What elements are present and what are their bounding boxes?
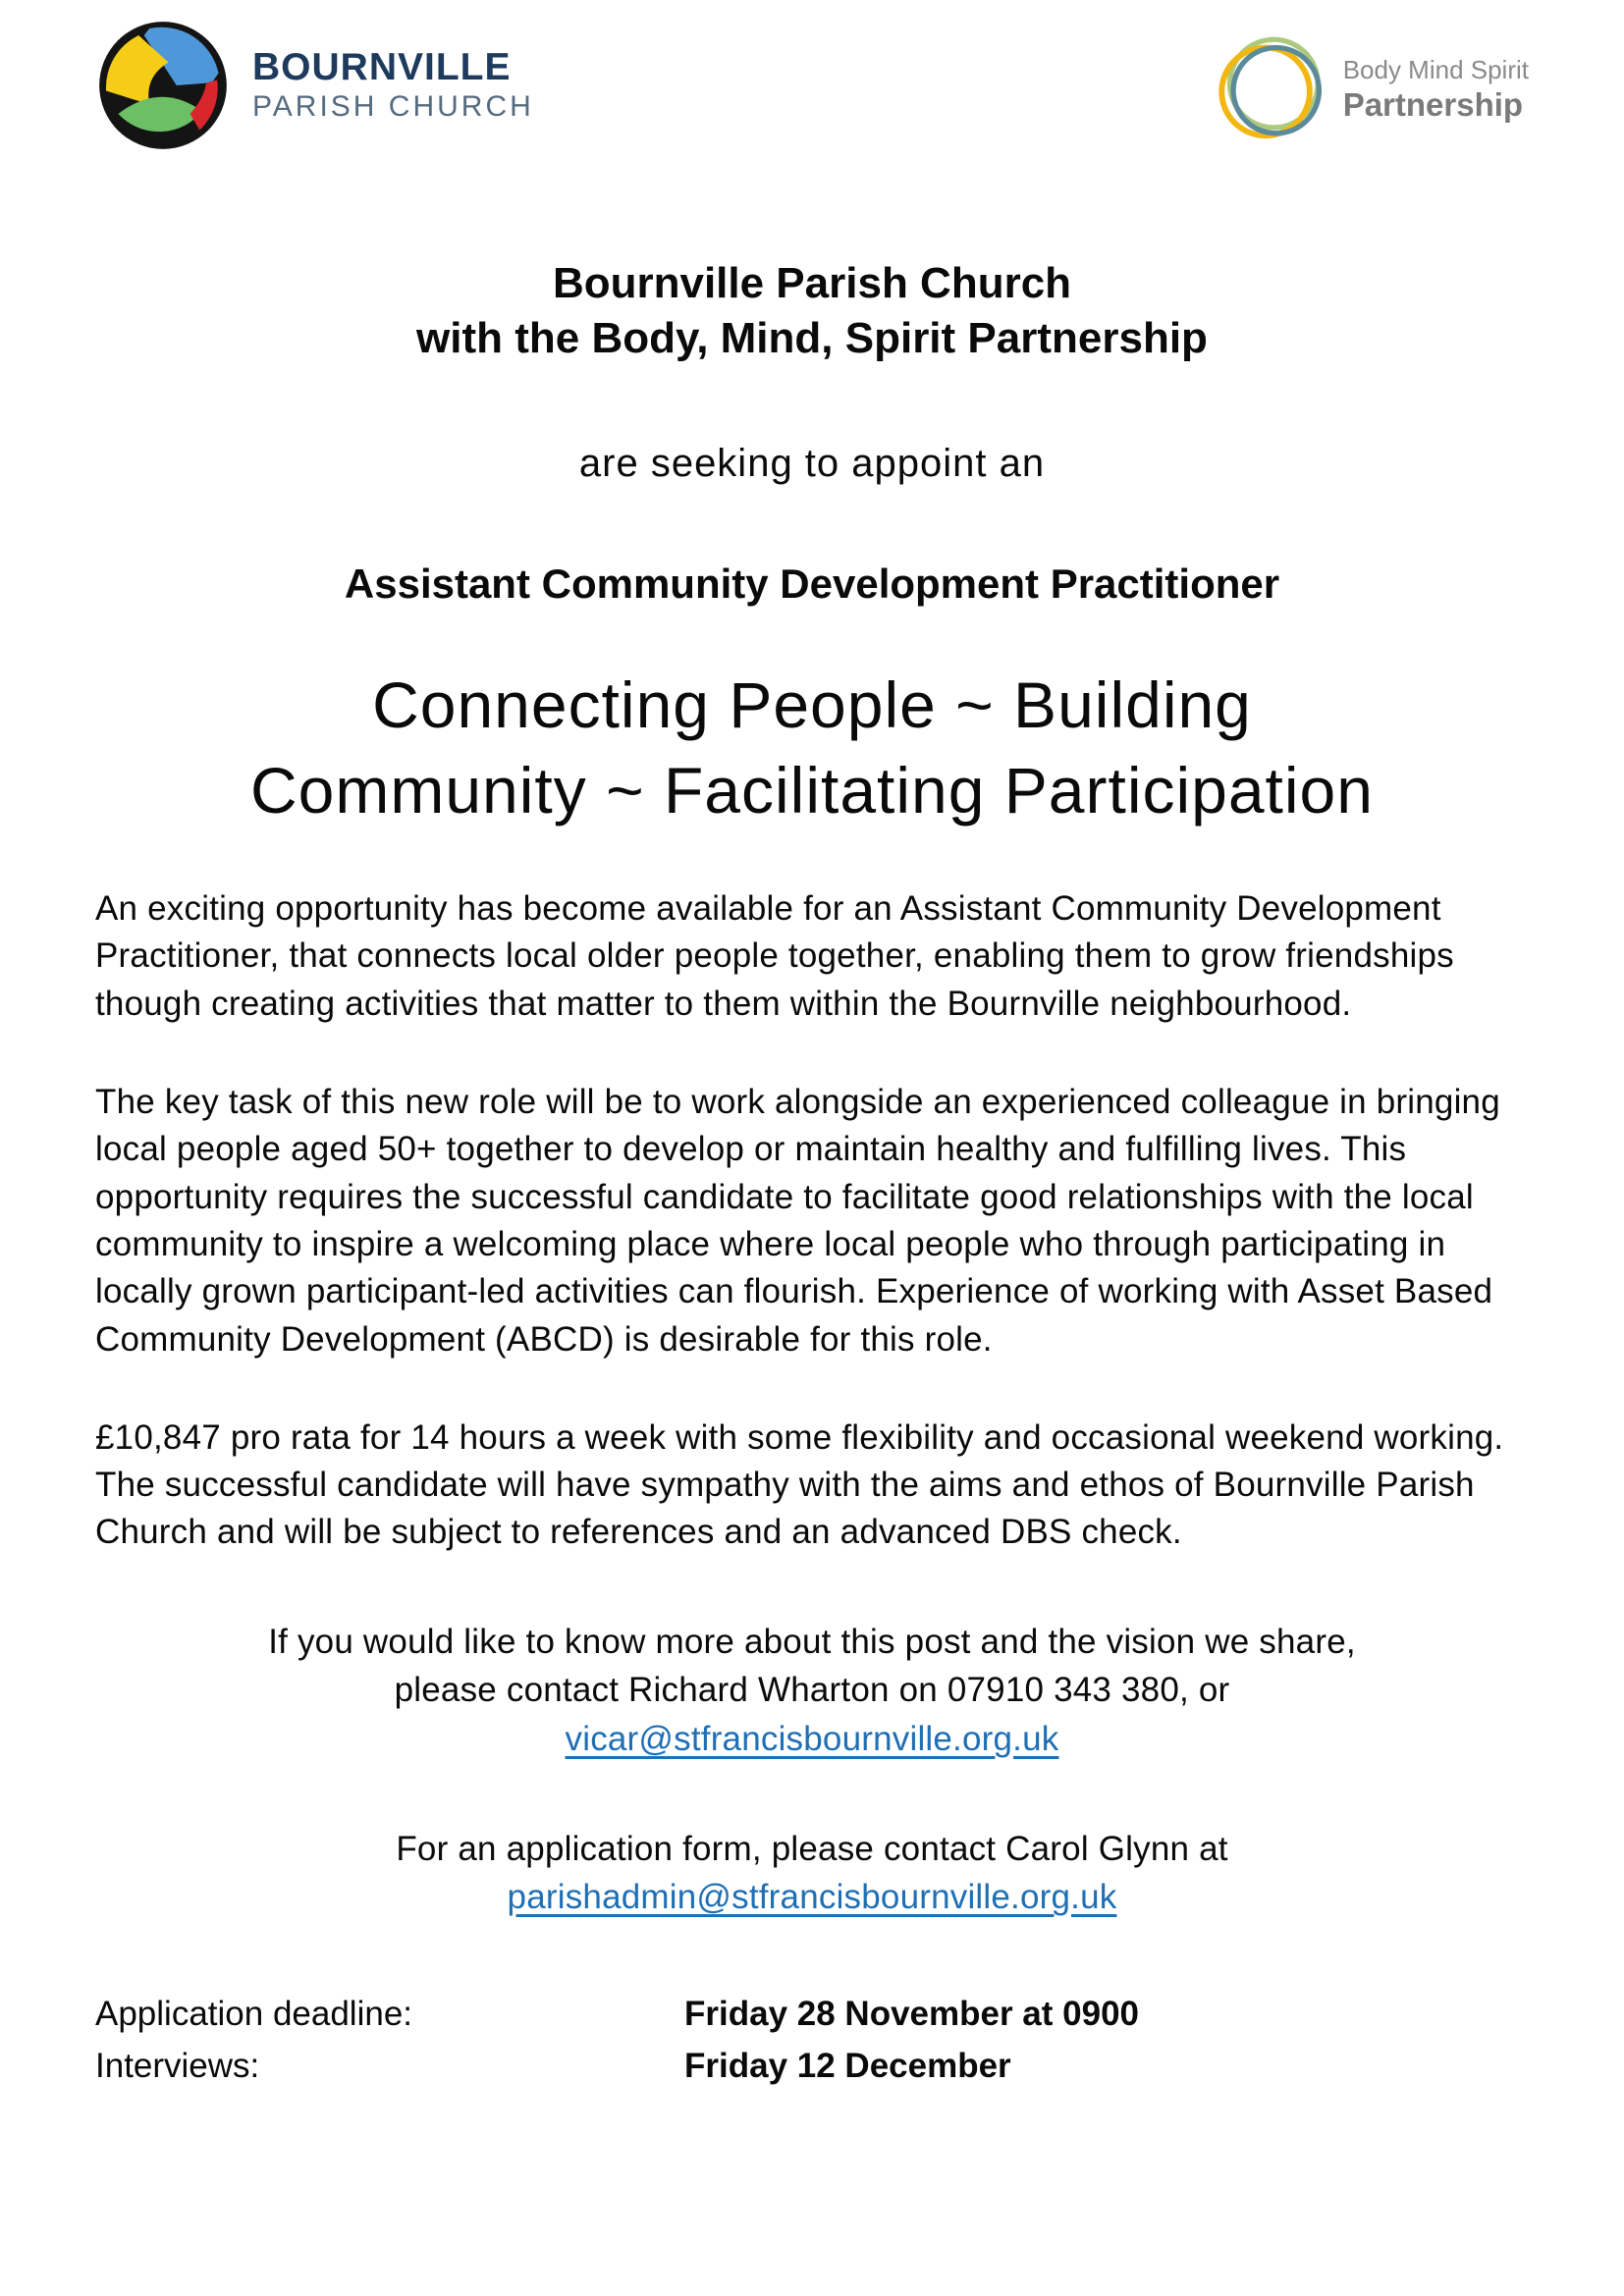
more-info-block xyxy=(95,1618,1529,1764)
headline-line-1: Connecting People ~ Building xyxy=(372,667,1252,741)
application-form-block xyxy=(95,1825,1529,1922)
admin-email-line xyxy=(95,1873,1529,1922)
interviews-value: Friday 12 December xyxy=(684,2046,1011,2085)
bms-logo-line2: Partnership xyxy=(1342,85,1524,123)
logo-header xyxy=(95,18,1529,180)
more-info-line-1: If you would like to know more about this post and the vision we share, xyxy=(268,1622,1356,1661)
church-logo-text xyxy=(252,46,534,124)
page-title xyxy=(95,256,1529,367)
interviews-label: Interviews: xyxy=(95,2046,260,2085)
seeking-line: are seeking to appoint an xyxy=(578,441,1046,485)
bms-logo-text xyxy=(1343,55,1529,125)
title-line-1: Bournville Parish Church xyxy=(552,259,1072,307)
application-form-line: For an application form, please contact Carol Glynn at xyxy=(396,1829,1228,1868)
schedule-table xyxy=(95,1989,1529,2092)
job-headline xyxy=(95,663,1529,835)
church-logo-subtitle: PARISH CHURCH xyxy=(252,90,534,124)
job-role-title: Assistant Community Development Practitioner xyxy=(344,560,1280,607)
church-stained-glass-icon xyxy=(95,18,231,153)
parish-admin-email-link[interactable]: parishadmin@stfrancisbournville.org.uk xyxy=(507,1878,1117,1917)
vicar-email-line xyxy=(95,1715,1529,1764)
application-deadline-row xyxy=(95,1989,1529,2041)
interviews-row xyxy=(95,2041,1529,2093)
more-info-line-2: please contact Richard Wharton on 07910 343 380, or xyxy=(394,1671,1230,1710)
application-deadline-label: Application deadline: xyxy=(95,1995,413,2034)
application-deadline-value: Friday 28 November at 0900 xyxy=(684,1995,1140,2034)
title-line-2: with the Body, Mind, Spirit Partnership xyxy=(416,314,1208,363)
vicar-email-link[interactable]: vicar@stfrancisbournville.org.uk xyxy=(565,1720,1059,1759)
church-logo-name: BOURNVILLE xyxy=(252,46,512,89)
salary-paragraph: £10,847 pro rata for 14 hours a week with some flexibility and occasional weekend working. The successful candidate will have sympathy with the aims and ethos of Bournville Parish Church and will be subject to references and an advanced DBS check. xyxy=(95,1417,1504,1552)
bms-logo-line1: Body Mind Spirit xyxy=(1342,54,1529,84)
key-task-paragraph: The key task of this new role will be to work alongside an experienced colleague in bringing local people aged 50+ together to develop or maintain healthy and fulfilling lives. This opportunity requires the successful candidate to facilitate good relationships with the local community to inspire a welcoming place where local people who through participating in locally grown participant-led activities can flourish. Experience of working with Asset Based Community Development (ABCD) is desirable for this role. xyxy=(95,1083,1500,1359)
bournville-parish-church-logo xyxy=(95,18,534,153)
headline-line-2: Community ~ Facilitating Participation xyxy=(250,754,1374,828)
intro-paragraph: An exciting opportunity has become available for an Assistant Community Development Practitioner, that connects local older people together, enabling them to grow friendships though creating activities that matter to them within the Bournville neighbourhood. xyxy=(95,889,1454,1023)
body-mind-spirit-partnership-logo xyxy=(1214,31,1529,147)
overlapping-rings-icon xyxy=(1214,31,1329,147)
